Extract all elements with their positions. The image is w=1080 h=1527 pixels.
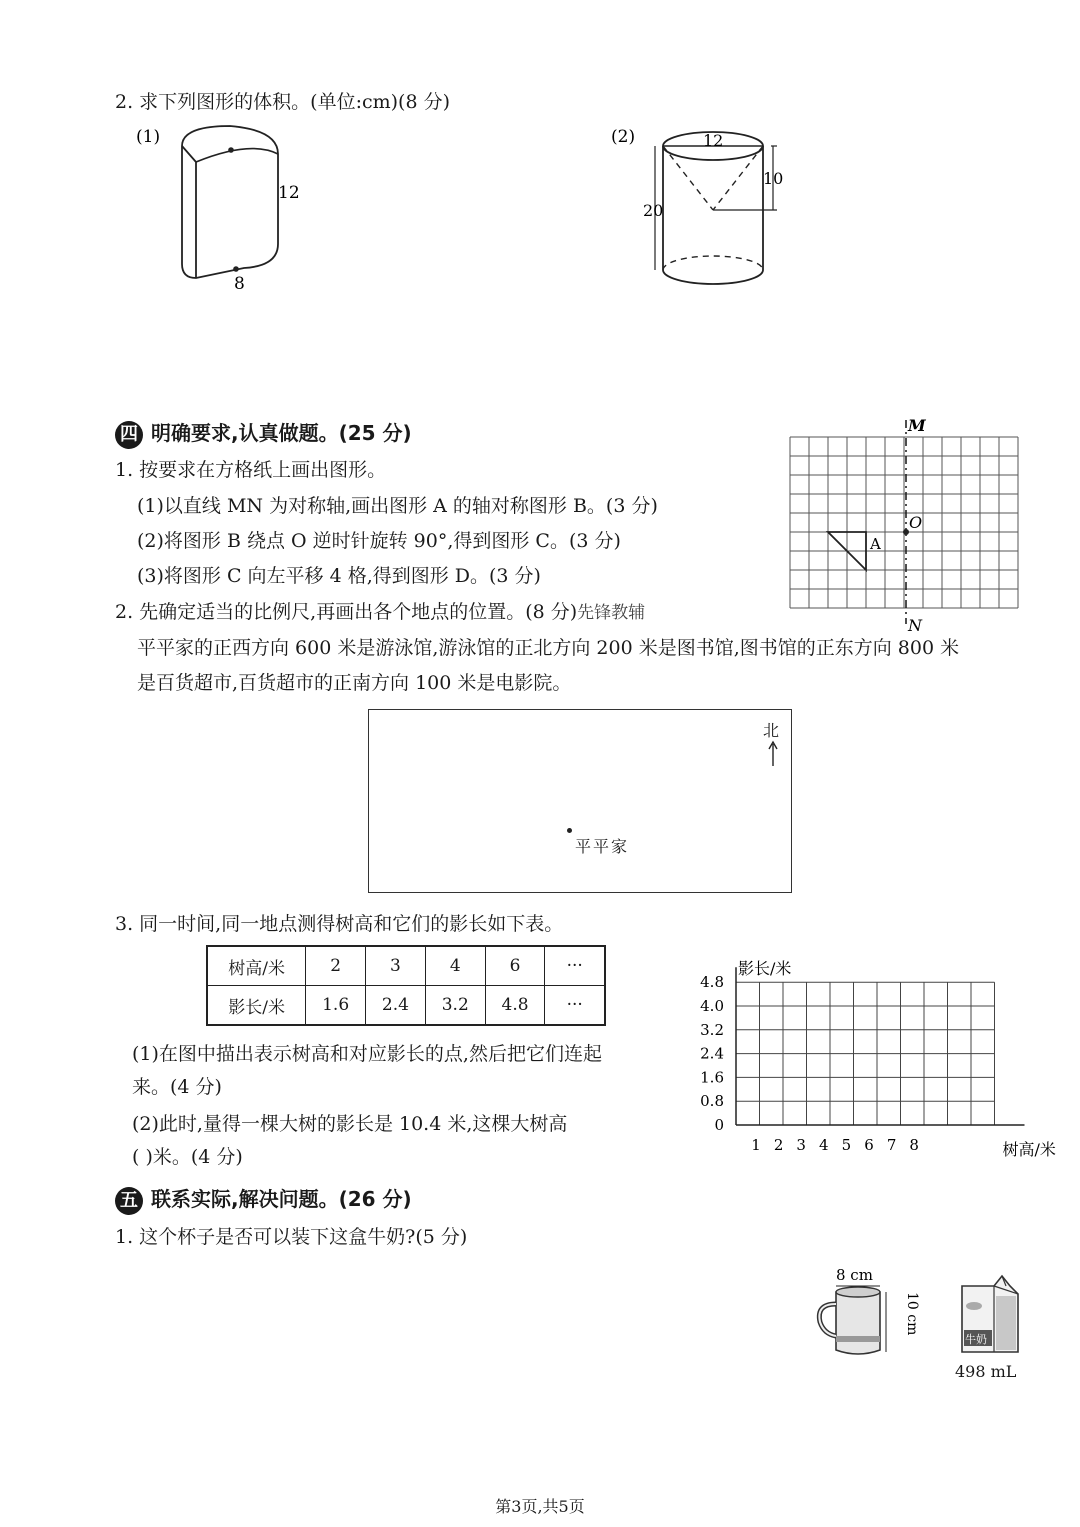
- x-tick-label: 2: [773, 1136, 784, 1154]
- cup-height-label: 10 cm: [904, 1292, 920, 1336]
- x-tick-label: 8: [909, 1136, 919, 1154]
- sub-question: (1)以直线 MN 为对称轴,画出图形 A 的轴对称图形 B。(3 分): [137, 495, 658, 517]
- section-title: 联系实际,解决问题。(26 分): [151, 1187, 412, 1211]
- milk-carton-illustration: [944, 1272, 1034, 1362]
- table-row: 影长/米 1.6 2.4 3.2 4.8 ···: [207, 986, 605, 1026]
- point-label-o: O: [909, 513, 923, 532]
- x-axis-label: 树高/米: [1002, 1140, 1056, 1159]
- y-tick-label: 4.8: [700, 973, 724, 992]
- line-label-n: N: [908, 616, 922, 635]
- question-title: 1. 这个杯子是否可以装下这盒牛奶?(5 分): [115, 1226, 468, 1248]
- milk-label: 牛奶: [965, 1333, 987, 1346]
- line-label-m: M: [908, 416, 926, 435]
- north-arrow-icon: [767, 740, 779, 768]
- dimension-cone-height: 10: [763, 169, 784, 188]
- sub-question: (1)在图中描出表示树高和对应影长的点,然后把它们连起: [132, 1043, 602, 1065]
- dimension-height: 20: [643, 201, 664, 220]
- sub-question: 来。(4 分): [132, 1076, 222, 1098]
- y-tick-label: 4.0: [700, 997, 724, 1015]
- section-heading: [115, 417, 412, 449]
- y-tick-label: 2.4: [700, 1044, 724, 1063]
- question-text: 是百货超市,百货超市的正南方向 100 米是电影院。: [137, 672, 572, 694]
- cup-illustration: [810, 1262, 920, 1367]
- x-tick-label: 6: [864, 1136, 874, 1154]
- sub-question: ( )米。(4 分): [132, 1146, 243, 1168]
- question-title: 2. 先确定适当的比例尺,再画出各个地点的位置。(8 分)先锋教辅: [115, 601, 646, 623]
- question-title: 1. 按要求在方格纸上画出图形。: [115, 459, 387, 481]
- north-label: 北: [763, 721, 780, 740]
- y-axis-label: 影长/米: [738, 959, 792, 978]
- watermark-text: 先锋教辅: [577, 603, 646, 623]
- x-tick-label: 3: [796, 1136, 806, 1154]
- sub-question: (3)将图形 C 向左平移 4 格,得到图形 D。(3 分): [137, 565, 541, 587]
- sub-question: (2)此时,量得一棵大树的影长是 10.4 米,这棵大树高: [132, 1113, 568, 1135]
- question-title: 3. 同一时间,同一地点测得树高和它们的影长如下表。: [115, 913, 564, 935]
- page-footer: 第3页,共5页: [495, 1497, 585, 1516]
- x-tick-label: 7: [886, 1136, 897, 1154]
- milk-volume-label: 498 mL: [955, 1362, 1017, 1381]
- figure-label: (2): [611, 127, 636, 147]
- dimension-height: 12: [278, 183, 300, 203]
- section-number-badge: 四: [115, 421, 143, 449]
- cup-diameter-label: 8 cm: [836, 1266, 873, 1284]
- y-tick-label: 3.2: [700, 1020, 724, 1039]
- x-tick-label: 4: [819, 1136, 829, 1154]
- table-row: 树高/米 2 3 4 6 ···: [207, 946, 605, 986]
- shape-label-a: A: [870, 535, 881, 553]
- home-label: 平平家: [575, 837, 630, 856]
- y-tick-label: 0: [714, 1116, 724, 1134]
- figure-label: (1): [136, 127, 161, 147]
- map-drawing-area[interactable]: [368, 709, 792, 893]
- dimension-diameter: 12: [703, 131, 724, 150]
- half-cylinder-figure: [130, 118, 330, 298]
- section-number-badge: 五: [115, 1187, 143, 1215]
- home-point: [567, 828, 572, 833]
- tree-shadow-table: [206, 945, 606, 1026]
- x-tick-label: 5: [841, 1136, 852, 1154]
- grid-paper[interactable]: [780, 412, 1030, 634]
- section-heading: [115, 1183, 412, 1215]
- cylinder-cone-figure: [605, 118, 805, 298]
- question-title: 2. 求下列图形的体积。(单位:cm)(8 分): [115, 91, 451, 113]
- x-tick-label: 1: [751, 1136, 761, 1154]
- question-text: 平平家的正西方向 600 米是游泳馆,游泳馆的正北方向 200 米是图书馆,图书馆的正东方向 800 米: [137, 637, 960, 659]
- y-tick-label: 1.6: [700, 1068, 724, 1087]
- section-title: 明确要求,认真做题。(25 分): [151, 421, 412, 445]
- y-tick-label: 0.8: [700, 1092, 724, 1111]
- dimension-base: 8: [234, 274, 245, 294]
- shadow-chart[interactable]: [690, 955, 1056, 1165]
- sub-question: (2)将图形 B 绕点 O 逆时针旋转 90°,得到图形 C。(3 分): [137, 530, 621, 552]
